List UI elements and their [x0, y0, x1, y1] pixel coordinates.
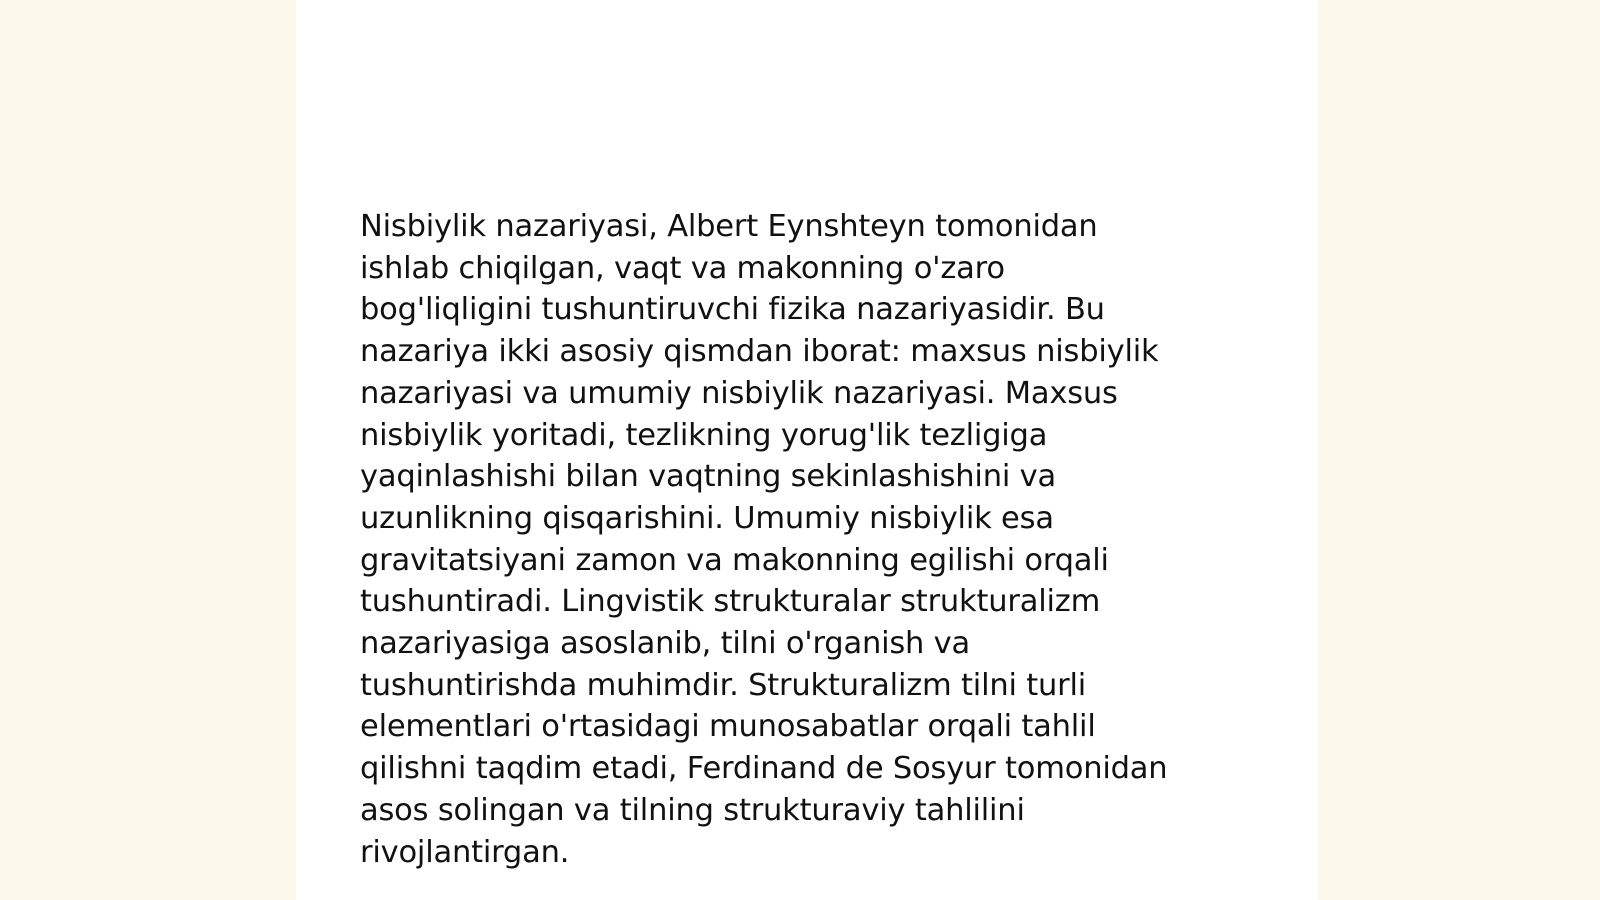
text-line: yaqinlashishi bilan vaqtning sekinlashishini va	[360, 459, 1056, 495]
text-line: qilishni taqdim etadi, Ferdinand de Sosyur tomonidan	[360, 751, 1168, 787]
body-paragraph	[360, 206, 1260, 873]
text-line: tushuntiradi. Lingvistik strukturalar strukturalizm	[360, 584, 1101, 620]
document-page	[296, 0, 1318, 900]
text-line: Nisbiylik nazariyasi, Albert Eynshteyn tomonidan	[360, 209, 1098, 244]
text-line: rivojlantirgan.	[360, 834, 570, 870]
text-line: uzunlikning qisqarishini. Umumiy nisbiylik esa	[360, 500, 1054, 536]
text-line: nazariyasiga asoslanib, tilni o'rganish va	[360, 626, 970, 662]
text-line: bog'liqligini tushuntiruvchi fizika nazariyasidir. Bu	[360, 292, 1105, 328]
text-line: gravitatsiyani zamon va makonning egilishi orqali	[360, 542, 1109, 578]
text-line: ishlab chiqilgan, vaqt va makonning o'zaro	[360, 250, 1005, 286]
text-line: asos solingan va tilning strukturaviy tahlilini	[360, 792, 1025, 828]
text-line: tushuntirishda muhimdir. Strukturalizm tilni turli	[360, 667, 1087, 703]
text-line: elementlari o'rtasidagi munosabatlar orqali tahlil	[360, 709, 1096, 745]
text-line: nazariyasi va umumiy nisbiylik nazariyasi. Maxsus	[360, 375, 1118, 411]
text-line: nazariya ikki asosiy qismdan iborat: maxsus nisbiylik	[360, 334, 1159, 370]
text-line: nisbiylik yoritadi, tezlikning yorug'lik tezligiga	[360, 417, 1048, 453]
